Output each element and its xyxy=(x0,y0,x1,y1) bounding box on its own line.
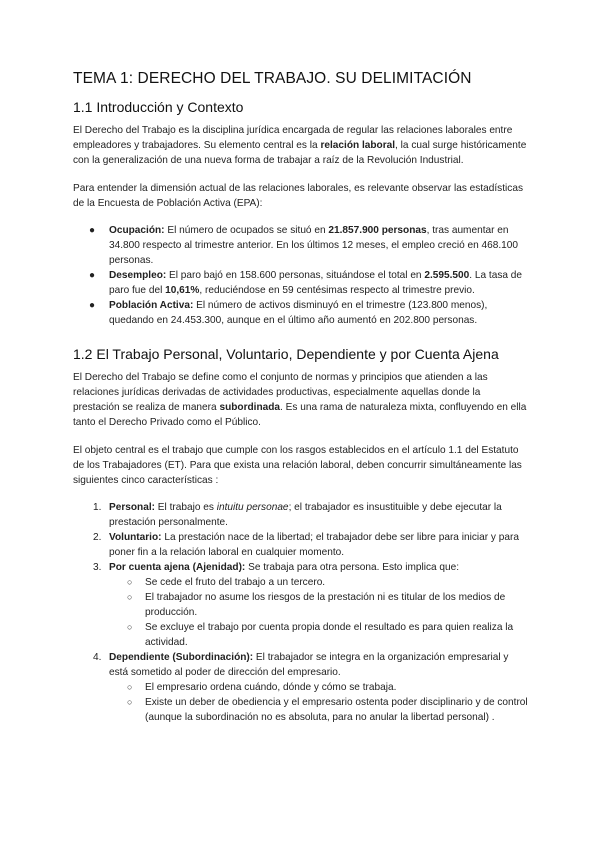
definition-paragraph xyxy=(73,370,528,430)
bullet-label: Ocupación: xyxy=(109,225,165,236)
text-run: La prestación nace de la libertad; el trabajador debe ser libre para iniciar y para poner fin a la relación laboral en cualquier momento. xyxy=(109,532,519,558)
epa-bullet-list xyxy=(73,223,528,328)
sub-item-text: El empresario ordena cuándo, dónde y cómo se trabaja. xyxy=(145,682,397,693)
bold-term-relacion-laboral: relación laboral xyxy=(320,140,396,151)
text-run: El trabajo es xyxy=(155,502,217,513)
sub-item-text: Se cede el fruto del trabajo a un tercero. xyxy=(145,577,326,588)
text-run: El número de ocupados se situó en xyxy=(164,225,329,236)
epa-paragraph: Para entender la dimensión actual de las relaciones laborales, es relevante observar las estadísticas de la Encuesta de Población Activa (EPA): xyxy=(73,183,523,209)
text-run: El Derecho del Trabajo es la disciplina jurídica encargada de regular las relaciones laborales entre empleadores y trabajadores. Su elemento central es la xyxy=(73,125,513,151)
list-number: 4. xyxy=(93,652,102,663)
document-page xyxy=(73,70,528,725)
characteristic-personal xyxy=(73,500,528,530)
bold-value: 2.595.500 xyxy=(424,270,470,281)
circle-bullet-icon: ○ xyxy=(127,697,133,707)
characteristic-ajenidad xyxy=(73,560,528,650)
sub-item xyxy=(73,680,528,695)
text-run: . Es una rama de naturaleza mixta, confluyendo en ella tanto el Derecho Privado como el Público. xyxy=(73,402,527,428)
text-run: El paro bajó en 158.600 personas, situándose el total en xyxy=(166,270,425,281)
characteristic-label: Voluntario: xyxy=(109,532,162,543)
list-number: 1. xyxy=(93,502,102,513)
sub-item-text: Existe un deber de obediencia y el empresario ostenta poder disciplinario y de control (aunque la subordinación no es absoluta, para no anular la libertad personal) . xyxy=(145,697,528,723)
bullet-icon: ● xyxy=(89,300,96,311)
text-run: . La tasa de paro fue del xyxy=(109,270,523,296)
circle-bullet-icon: ○ xyxy=(127,622,133,632)
bullet-icon: ● xyxy=(89,225,96,236)
text-run: , reduciéndose en 59 centésimas respecto al trimestre previo. xyxy=(199,285,475,296)
sub-item-text: El trabajador no asume los riesgos de la prestación ni es titular de los medios de producción. xyxy=(145,592,506,618)
list-number: 2. xyxy=(93,532,102,543)
characteristic-voluntario xyxy=(73,530,528,560)
bullet-label: Población Activa: xyxy=(109,300,194,311)
intro-paragraph xyxy=(73,123,528,168)
characteristic-label: Dependiente (Subordinación): xyxy=(109,652,254,663)
bullet-poblacion-activa xyxy=(73,298,528,328)
text-run: El Derecho del Trabajo se define como el conjunto de normas y principios que atienden a las relaciones jurídicas derivadas de actividades productivas, especialmente aquellas donde la prestación se realiza de manera xyxy=(73,372,488,413)
characteristic-dependiente xyxy=(73,650,528,725)
text-run: El número de activos disminuyó en el trimestre (123.800 menos), quedando en 24.453.300, aunque en el último año aumentó en 202.800 personas. xyxy=(109,300,488,326)
sub-item xyxy=(73,695,528,725)
bullet-icon: ● xyxy=(89,270,96,281)
subordinacion-sublist xyxy=(109,680,528,725)
ajenidad-sublist xyxy=(109,575,528,650)
circle-bullet-icon: ○ xyxy=(127,592,133,602)
text-run: , tras aumentar en 34.800 respecto al trimestre anterior. En los últimos 12 meses, el empleo creció en 468.100 personas. xyxy=(109,225,519,266)
characteristic-label: Personal: xyxy=(109,502,155,513)
document-title: TEMA 1: DERECHO DEL TRABAJO. SU DELIMITACIÓN xyxy=(73,70,472,87)
circle-bullet-icon: ○ xyxy=(127,682,133,692)
sub-item xyxy=(73,620,528,650)
section-heading-1-2: 1.2 El Trabajo Personal, Voluntario, Dependiente y por Cuenta Ajena xyxy=(73,346,499,362)
object-paragraph: El objeto central es el trabajo que cumple con los rasgos establecidos en el artículo 1.1 del Estatuto de los Trabajadores (ET). Para que exista una relación laboral, deben concurrir simultáneamente las siguientes cinco características : xyxy=(73,445,522,486)
bold-term-subordinada: subordinada xyxy=(219,402,281,413)
bold-value: 21.857.900 personas xyxy=(328,225,427,236)
section-heading-1-1: 1.1 Introducción y Contexto xyxy=(73,99,244,115)
text-run: , la cual surge históricamente con la generalización de una nueva forma de trabajar a raíz de la Revolución Industrial. xyxy=(73,140,527,166)
bullet-ocupacion xyxy=(73,223,528,268)
sub-item-text: Se excluye el trabajo por cuenta propia donde el resultado es para quien realiza la actividad. xyxy=(145,622,514,648)
list-number: 3. xyxy=(93,562,102,573)
italic-term: intuitu personae xyxy=(216,502,289,513)
characteristic-label: Por cuenta ajena (Ajenidad): xyxy=(109,562,246,573)
sub-item xyxy=(73,575,528,590)
bullet-label: Desempleo: xyxy=(109,270,167,281)
bullet-desempleo xyxy=(73,268,528,298)
bold-value: 10,61% xyxy=(165,285,200,296)
text-run: El trabajador se integra en la organización empresarial y está sometido al poder de dirección del empresario. xyxy=(109,652,509,678)
circle-bullet-icon: ○ xyxy=(127,577,133,587)
text-run: Se trabaja para otra persona. Esto implica que: xyxy=(245,562,460,573)
characteristics-list xyxy=(73,500,528,725)
text-run: ; el trabajador es insustituible y debe ejecutar la prestación personalmente. xyxy=(109,502,502,528)
sub-item xyxy=(73,590,528,620)
